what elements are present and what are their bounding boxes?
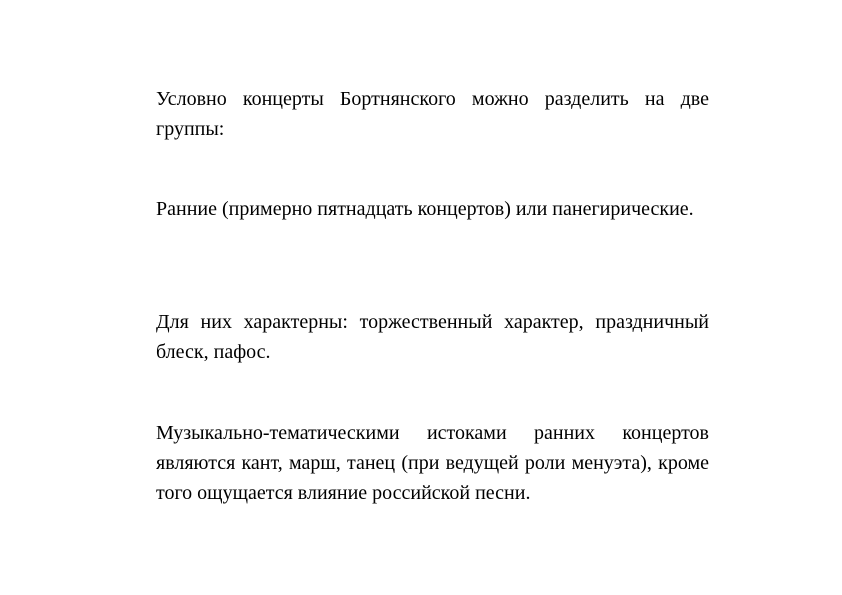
paragraph-early-concerts: Ранние (примерно пятнадцать концертов) или панегирические.: [156, 198, 694, 220]
paragraph-thematic-sources: Музыкально-тематическими истоками ранних концертов являются кант, марш, танец (при ведущей роли менуэта), кроме того ощущается влияние российской песни.: [156, 422, 709, 504]
paragraph-characteristics: Для них характерны: торжественный характер, праздничный блеск, пафос.: [156, 311, 709, 363]
paragraph-concert-groups: Условно концерты Бортнянского можно разделить на две группы:: [156, 88, 709, 140]
